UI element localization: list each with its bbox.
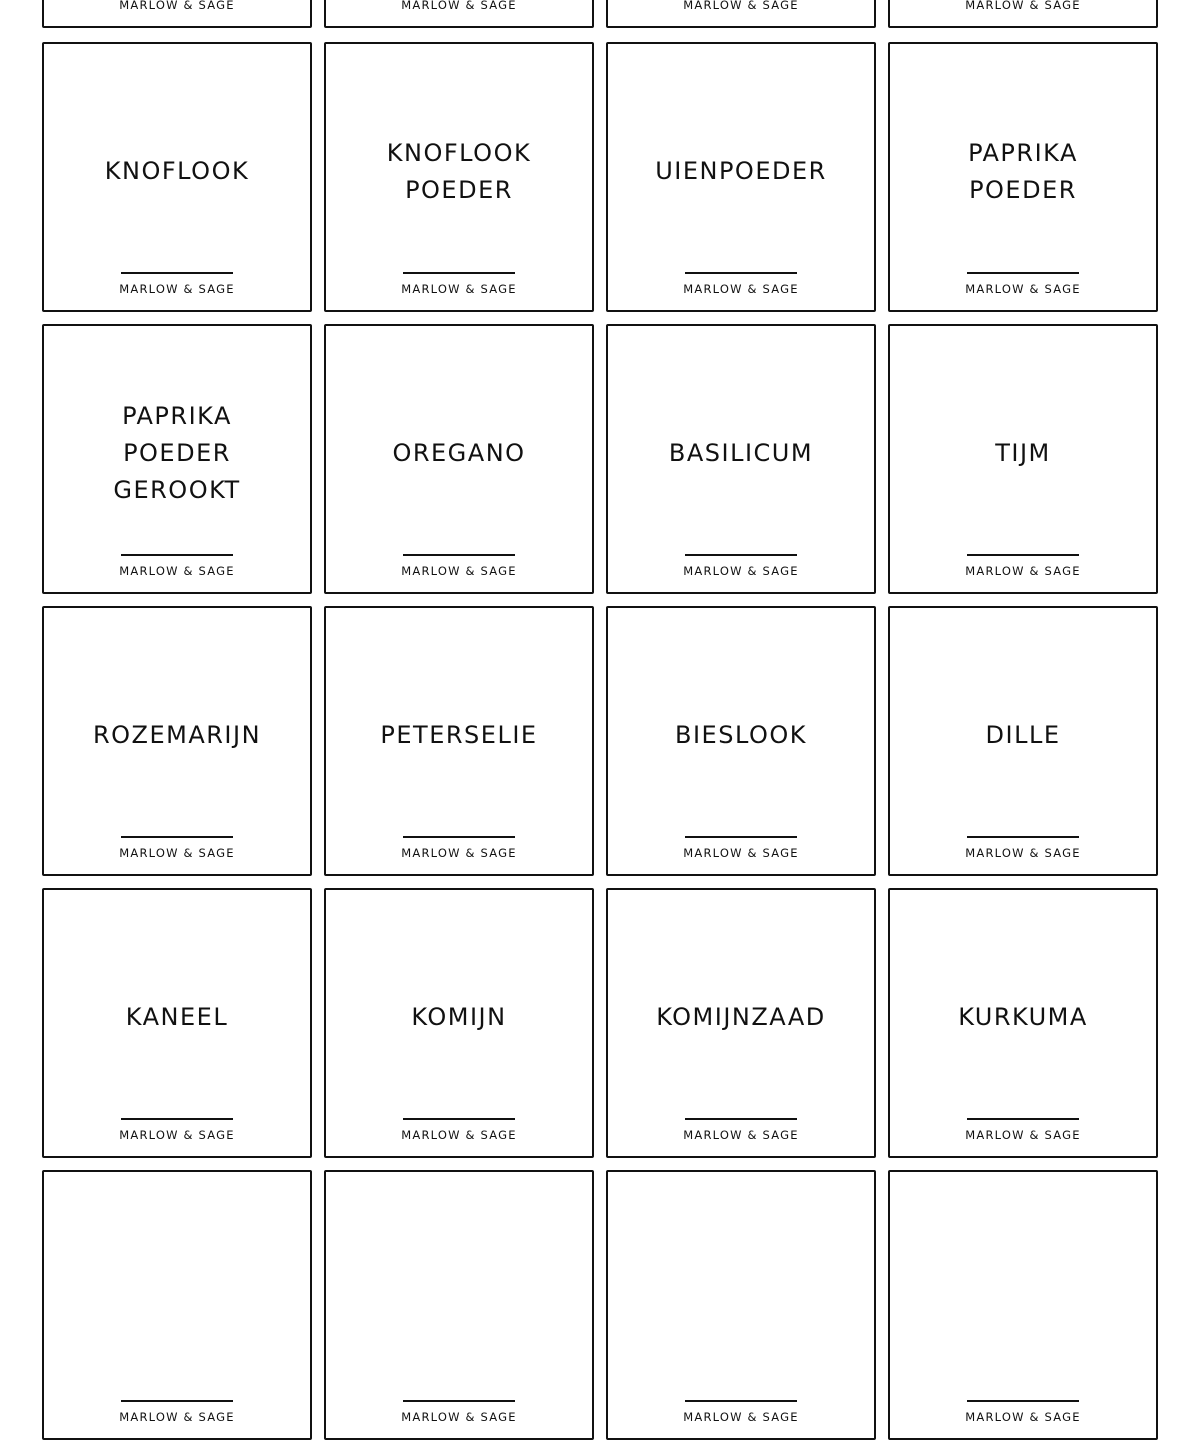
brand-name: MARLOW & SAGE xyxy=(401,846,517,860)
spice-name xyxy=(890,1172,1156,1427)
brand-name: MARLOW & SAGE xyxy=(683,0,799,12)
brand-name: MARLOW & SAGE xyxy=(401,282,517,296)
brand-name: MARLOW & SAGE xyxy=(119,282,235,296)
brand-divider xyxy=(121,1118,233,1120)
spice-name: DILLE xyxy=(985,721,1061,749)
spice-label xyxy=(324,606,594,876)
spice-label xyxy=(606,0,876,28)
brand-name: MARLOW & SAGE xyxy=(965,1410,1081,1424)
brand-name: MARLOW & SAGE xyxy=(683,1128,799,1142)
spice-label xyxy=(42,42,312,312)
spice-name: PETERSELIE xyxy=(380,721,538,749)
spice-label xyxy=(324,0,594,28)
brand-name: MARLOW & SAGE xyxy=(683,1410,799,1424)
spice-label xyxy=(888,606,1158,876)
spice-label xyxy=(606,324,876,594)
spice-name: KOMIJNZAAD xyxy=(656,1003,826,1031)
brand-name: MARLOW & SAGE xyxy=(965,0,1081,12)
spice-name: KOMIJN xyxy=(411,1003,507,1031)
brand-divider xyxy=(685,1400,797,1402)
spice-label xyxy=(888,0,1158,28)
spice-name: PAPRIKA POEDER xyxy=(968,138,1078,204)
brand-name: MARLOW & SAGE xyxy=(401,1128,517,1142)
brand-name: MARLOW & SAGE xyxy=(401,564,517,578)
brand-divider xyxy=(967,1400,1079,1402)
brand-name: MARLOW & SAGE xyxy=(119,1410,235,1424)
brand-name: MARLOW & SAGE xyxy=(683,846,799,860)
spice-label xyxy=(324,324,594,594)
brand-divider xyxy=(403,272,515,274)
brand-name: MARLOW & SAGE xyxy=(683,282,799,296)
brand-divider xyxy=(685,1118,797,1120)
brand-name: MARLOW & SAGE xyxy=(119,1128,235,1142)
spice-label xyxy=(888,888,1158,1158)
brand-divider xyxy=(967,1118,1079,1120)
brand-divider xyxy=(403,836,515,838)
spice-label xyxy=(324,42,594,312)
spice-label xyxy=(42,606,312,876)
spice-label xyxy=(888,42,1158,312)
brand-divider xyxy=(685,836,797,838)
brand-divider xyxy=(121,836,233,838)
spice-name: UIENPOEDER xyxy=(655,157,827,185)
spice-name: ROZEMARIJN xyxy=(92,721,262,749)
spice-name: PAPRIKA POEDER GEROOKT xyxy=(113,402,241,504)
brand-divider xyxy=(403,554,515,556)
brand-divider xyxy=(685,272,797,274)
spice-name: KNOFLOOK POEDER xyxy=(386,138,532,204)
brand-name: MARLOW & SAGE xyxy=(683,564,799,578)
brand-divider xyxy=(121,272,233,274)
spice-label xyxy=(42,1170,312,1440)
spice-name: KNOFLOOK xyxy=(104,157,250,185)
brand-name: MARLOW & SAGE xyxy=(119,564,235,578)
brand-divider xyxy=(121,1400,233,1402)
brand-name: MARLOW & SAGE xyxy=(965,564,1081,578)
spice-label xyxy=(606,888,876,1158)
spice-name xyxy=(44,1172,310,1427)
spice-name xyxy=(608,1172,874,1427)
brand-name: MARLOW & SAGE xyxy=(401,1410,517,1424)
brand-divider xyxy=(121,554,233,556)
spice-label xyxy=(42,0,312,28)
brand-name: MARLOW & SAGE xyxy=(119,846,235,860)
spice-name: KANEEL xyxy=(125,1003,229,1031)
brand-divider xyxy=(403,1400,515,1402)
spice-label xyxy=(324,1170,594,1440)
spice-label xyxy=(42,324,312,594)
spice-label xyxy=(606,606,876,876)
spice-label xyxy=(606,1170,876,1440)
spice-name: BASILICUM xyxy=(668,439,814,467)
brand-divider xyxy=(967,272,1079,274)
spice-label xyxy=(42,888,312,1158)
spice-label xyxy=(888,324,1158,594)
brand-divider xyxy=(967,554,1079,556)
spice-name: TIJM xyxy=(995,439,1051,467)
brand-name: MARLOW & SAGE xyxy=(965,282,1081,296)
brand-divider xyxy=(685,554,797,556)
brand-divider xyxy=(967,836,1079,838)
brand-name: MARLOW & SAGE xyxy=(965,846,1081,860)
spice-label xyxy=(888,1170,1158,1440)
spice-name xyxy=(326,1172,592,1427)
spice-label xyxy=(606,42,876,312)
brand-name: MARLOW & SAGE xyxy=(401,0,517,12)
spice-name: KURKUMA xyxy=(958,1003,1088,1031)
spice-label xyxy=(324,888,594,1158)
brand-divider xyxy=(403,1118,515,1120)
spice-name: BIESLOOK xyxy=(675,721,807,749)
spice-name: OREGANO xyxy=(392,439,526,467)
brand-name: MARLOW & SAGE xyxy=(965,1128,1081,1142)
brand-name: MARLOW & SAGE xyxy=(119,0,235,12)
